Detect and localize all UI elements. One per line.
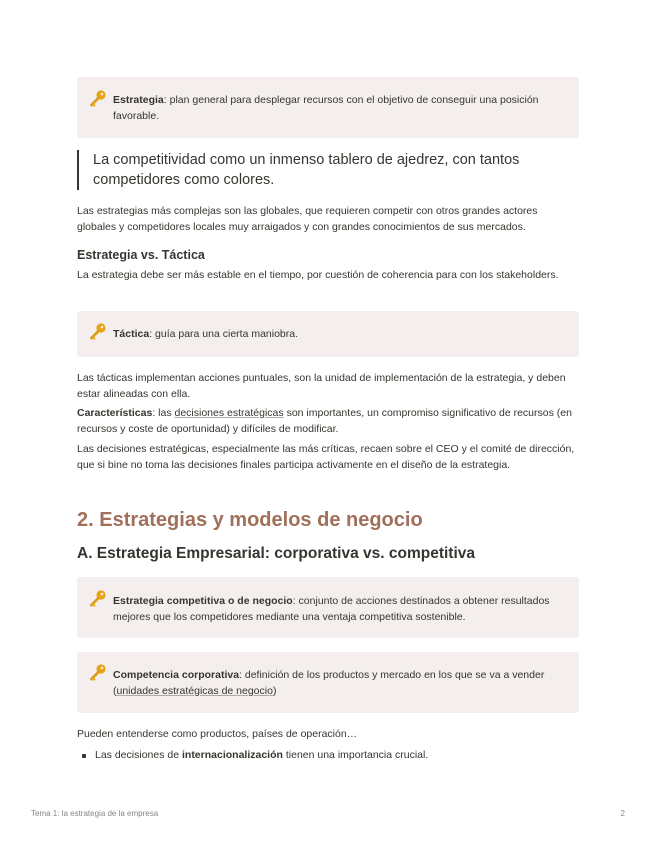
blockquote: La competitividad como un inmenso tablero de ajedrez, con tantos competidores como colores. (77, 150, 579, 190)
list-item-internacionalizacion: Las decisiones de internacionalización tienen una importancia crucial. (95, 749, 429, 761)
callout-competencia-corporativa (77, 652, 579, 713)
key-icon (87, 322, 107, 342)
paragraph-tactics: Las tácticas implementan acciones puntuales, son la unidad de implementación de la estrategia, y deben estar alineadas con ella. (77, 372, 566, 400)
link-unidades-estrategicas[interactable]: unidades estratégicas de negocio (116, 685, 273, 697)
bullet-marker (82, 754, 86, 758)
paragraph-characteristics: Características: las decisiones estratégicas son importantes, un compromiso significativo de recursos (en recursos y coste de oportunidad) y difíciles de modificar. (77, 407, 572, 435)
callout-tactica (77, 311, 579, 357)
heading-estrategia-vs-tactica: Estrategia vs. Táctica (77, 248, 205, 262)
footer-title: Tema 1: la estrategia de la empresa (31, 809, 159, 818)
callout-estrategia (77, 77, 579, 138)
link-decisiones-estrategicas[interactable]: decisiones estratégicas (174, 407, 284, 419)
key-icon (87, 663, 107, 683)
callout-estrategia-competitiva (77, 577, 579, 638)
footer-page-number: 2 (620, 809, 625, 818)
paragraph-ceo-decisions: Las decisiones estratégicas, especialmente las más críticas, recaen sobre el CEO y el comité de dirección, que si bine no toma las decisiones finales participa activamente en el diseño de la estrategia. (77, 443, 575, 471)
callout-text: Táctica: guía para una cierta maniobra. (113, 328, 299, 340)
paragraph-products-countries: Pueden entenderse como productos, países de operación… (77, 728, 358, 740)
key-icon (87, 589, 107, 609)
key-icon (87, 89, 107, 109)
paragraph-global-strategies: Las estrategias más complejas son las globales, que requieren competir con otros grandes actores globales y competidores locales muy arraigados y con grandes conocimientos de sus mercados. (77, 205, 538, 233)
section-title: 2. Estrategias y modelos de negocio (77, 509, 423, 531)
subsection-title: A. Estrategia Empresarial: corporativa vs. competitiva (77, 545, 475, 562)
callout-text: Estrategia competitiva o de negocio: conjunto de acciones destinados a obtener resultados mejores que los competidores mediante una ventaja competitiva sostenible. (113, 595, 550, 623)
callout-text: Estrategia: plan general para desplegar recursos con el objetivo de conseguir una posición favorable. (113, 94, 539, 122)
paragraph-strategy-stability: La estrategia debe ser más estable en el tiempo, por cuestión de coherencia para con los stakeholders. (77, 269, 559, 281)
callout-text: Competencia corporativa: definición de los productos y mercado en los que se va a vender (unidades estratégicas de negocio) (113, 669, 545, 697)
